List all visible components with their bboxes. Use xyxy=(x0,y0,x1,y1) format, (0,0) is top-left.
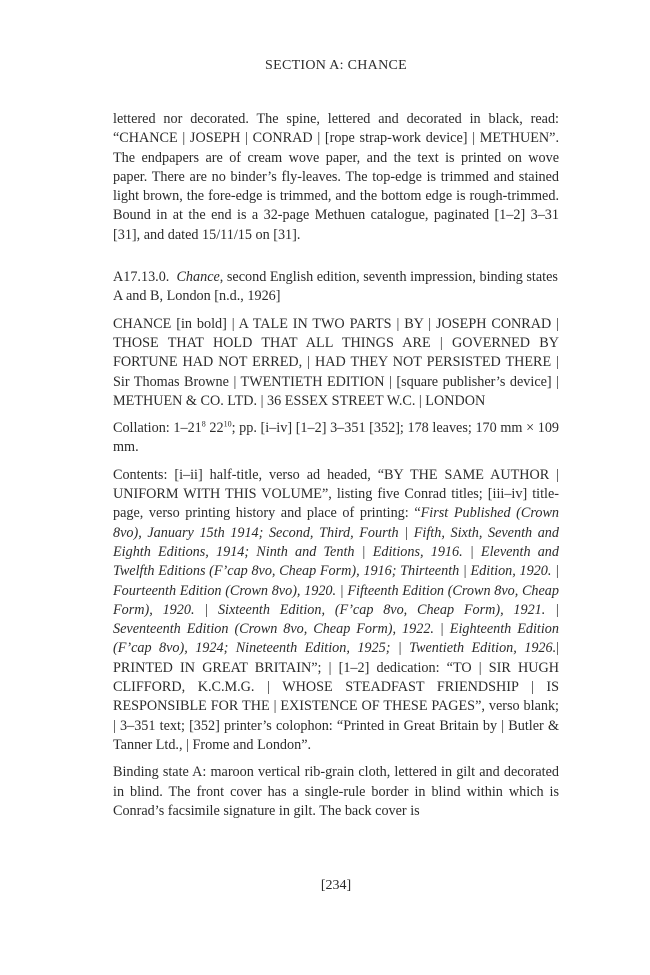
continued-paragraph: lettered nor decorated. The spine, lettered and decorated in black, read: “CHANCE | JOSEPH | CONRAD | [rope strap-work device] | METHUEN”. The endpapers are of cream wove paper, and the text is printed on wove paper. There are no binder’s fly-leaves. The top-edge is trimmed and stained light brown, the fore-edge is trimmed, and the bottom edge is rough-trimmed. Bound in at the end is a 32-page Methuen catalogue, paginated [1–2] 3–31 [31], and dated 15/11/15 on [31]. xyxy=(113,111,559,243)
book-page xyxy=(113,0,559,975)
entry-heading xyxy=(113,268,559,307)
collation-paragraph: Collation: $1-21^8$ $22^{10}$; pp. [i–iv] [1–2] 3–351 [352]; 178 leaves; 170 mm × 109 mm. xyxy=(113,419,560,456)
page-body xyxy=(113,110,559,821)
entry-description: , second English edition, seventh impression, binding states A and B, London [n.d., 1926] xyxy=(113,269,558,305)
binding-paragraph: Binding state A: maroon vertical rib-grain cloth, lettered in gilt and decorated in blind. The front cover has a single-rule border in blind within which is Conrad’s facsimile signature in gilt. The back cover is xyxy=(113,764,559,819)
running-head: SECTION A: CHANCE xyxy=(265,58,407,73)
printing-history: First Published (Crown 8vo), January 15th 1914; Second, Third, Fourth | Fifth, Sixth, Seventh and Eighth Editions, 1914; Ninth and Tenth | Editions, 1916. | Eleventh and Twelfth Editions (F’cap 8vo, Cheap Form), 1916; Thirteenth | Edition, 1920. | Fourteenth Edition (Crown 8vo), 1920. | Fifteenth Edition (Crown 8vo, Cheap Form), 1920. | Sixteenth Edition, (F’cap 8vo, Cheap Form), 1921. | Seventeenth Edition (Crown 8vo, Cheap Form), 1922. | Eighteenth Edition (F’cap 8vo), 1924; Nineteenth Edition, 1925; | Twentieth Edition, 1926. xyxy=(113,505,559,657)
page-number: [234] xyxy=(320,878,352,893)
entry-title: Chance xyxy=(176,269,220,286)
contents-paragraph: Contents: [i–ii] half-title, verso ad headed, “BY THE SAME AUTHOR | UNIFORM WITH THIS VOLUME”, listing five Conrad titles; [iii–iv] title-page, verso printing history and place of printing: “First Published (Crown 8vo), January 15th 1914; Second, Third, Fourth | Fifth, Sixth, Seventh and Eighth Editions, 1914; Ninth and Tenth | Editions, 1916. | Eleventh and Twelfth Editions (F’cap 8vo, Cheap Form), 1916; Thirteenth | Edition, 1920. | Fourteenth Edition (Crown 8vo), 1920. | Fifteenth Edition (Crown 8vo, Cheap Form), 1920. | Sixteenth Edition, (F’cap 8vo, Cheap Form), 1921. | Seventeenth Edition (Crown 8vo, Cheap Form), 1922. | Eighteenth Edition (F’cap 8vo), 1924; Nineteenth Edition, 1925; | Twentieth Edition, 1926.| PRINTED IN GREAT BRITAIN”; | [1–2] dedication: “TO | SIR HUGH CLIFFORD, K.C.M.G. | WHOSE STEADFAST FRIENDSHIP | IS RESPONSIBLE FOR THE | EXISTENCE OF THESE PAGES”, verso blank; | 3–351 text; [352] printer’s colophon: “Printed in Great Britain by | Butler & Tanner Ltd., | Frome and London”. xyxy=(113,466,559,753)
title-page-transcription: CHANCE [in bold] | A TALE IN TWO PARTS | BY | JOSEPH CONRAD | THOSE THAT HOLD THAT ALL THINGS ARE | GOVERNED BY FORTUNE HAD NOT ERRED, | HAD THEY NOT PERSISTED THERE | Sir Thomas Browne | TWENTIETH EDITION | [square publisher’s device] | METHUEN & CO. LTD. | 36 ESSEX STREET W.C. | LONDON xyxy=(113,315,559,409)
entry-number: A17.13.0. xyxy=(113,269,170,286)
